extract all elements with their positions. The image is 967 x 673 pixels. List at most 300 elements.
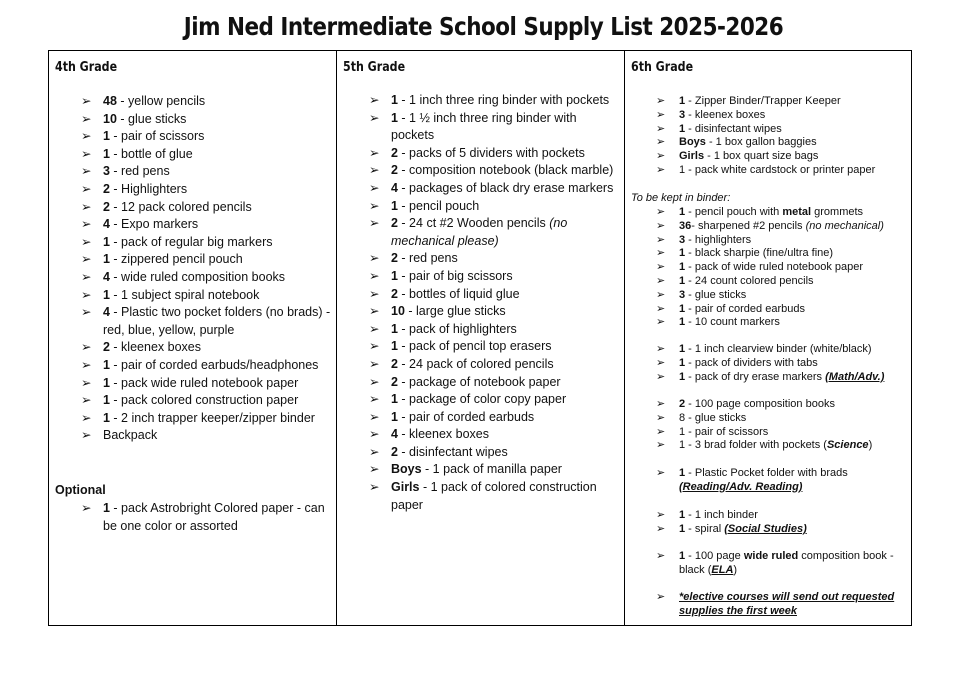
list-item bbox=[631, 95, 909, 109]
item-quantity: 4 bbox=[391, 427, 398, 442]
list-item bbox=[343, 162, 623, 180]
list-item bbox=[343, 374, 623, 392]
arrow-bullet-icon: ➢ bbox=[369, 216, 380, 231]
list-item bbox=[631, 357, 909, 371]
list-item bbox=[343, 303, 623, 321]
math-list bbox=[631, 343, 909, 384]
item-quantity: 1 bbox=[103, 393, 110, 408]
item-quantity: 1 bbox=[103, 129, 110, 144]
arrow-bullet-icon: ➢ bbox=[656, 522, 666, 535]
item-text: - black sharpie (fine/ultra fine) bbox=[685, 247, 834, 260]
subject-tag: (Reading/Adv. Reading) bbox=[679, 480, 803, 493]
item-text: - pair of corded earbuds/headphones bbox=[109, 357, 319, 372]
item-quantity: 2 bbox=[391, 145, 398, 160]
list-item bbox=[55, 181, 335, 199]
item-quantity: 1 bbox=[679, 370, 686, 383]
arrow-bullet-icon: ➢ bbox=[81, 428, 92, 443]
list-item bbox=[343, 444, 623, 462]
list-item bbox=[55, 287, 335, 305]
list-item bbox=[631, 316, 909, 330]
arrow-bullet-icon: ➢ bbox=[81, 305, 92, 320]
arrow-bullet-icon: ➢ bbox=[369, 356, 380, 371]
item-quantity: 1 bbox=[391, 409, 398, 424]
item-quantity: Boys bbox=[391, 462, 422, 477]
item-note: (no mechanical please) bbox=[391, 216, 568, 248]
binder-note: To be kept in binder: bbox=[631, 192, 731, 204]
item-quantity: 2 bbox=[391, 286, 398, 301]
item-text: - 10 count markers bbox=[685, 316, 780, 329]
arrow-bullet-icon: ➢ bbox=[369, 145, 380, 160]
item-text: - pair of corded earbuds bbox=[685, 302, 805, 315]
list-item bbox=[631, 109, 909, 123]
item-quantity: Girls bbox=[679, 150, 705, 163]
item-quantity: 3 bbox=[679, 288, 686, 301]
arrow-bullet-icon: ➢ bbox=[369, 251, 380, 266]
item-quantity: 1 bbox=[391, 198, 398, 213]
list-item bbox=[343, 268, 623, 286]
item-text: 8 - glue sticks bbox=[679, 411, 747, 424]
science-list bbox=[631, 398, 909, 453]
item-text: - kleenex boxes bbox=[397, 427, 489, 442]
item-text: - glue sticks bbox=[685, 288, 747, 301]
list-item bbox=[631, 509, 909, 523]
item-quantity: 1 bbox=[679, 302, 686, 315]
item-quantity: 1 bbox=[391, 321, 398, 336]
item-quantity: 1 bbox=[103, 501, 110, 515]
arrow-bullet-icon: ➢ bbox=[369, 286, 380, 301]
item-text: ) bbox=[868, 439, 873, 452]
item-note: (no mechanical) bbox=[805, 219, 884, 232]
item-text: - glue sticks bbox=[116, 111, 187, 126]
item-quantity: 2 bbox=[391, 163, 398, 178]
item-text: - pack of highlighters bbox=[397, 321, 517, 336]
item-quantity: 3 bbox=[679, 108, 686, 121]
item-quantity: 1 bbox=[679, 356, 686, 369]
arrow-bullet-icon: ➢ bbox=[81, 287, 92, 302]
item-quantity: 1 bbox=[679, 122, 686, 135]
item-quantity: 10 bbox=[103, 111, 117, 126]
social-studies-list bbox=[631, 509, 909, 537]
item-quantity: 1 bbox=[103, 252, 110, 267]
item-quantity: 1 bbox=[679, 467, 686, 479]
item-text: - 1 inch binder bbox=[685, 509, 758, 521]
item-quantity: 1 bbox=[103, 410, 110, 425]
arrow-bullet-icon: ➢ bbox=[656, 206, 666, 218]
item-text: - 1 pack of manilla paper bbox=[421, 462, 562, 477]
arrow-bullet-icon: ➢ bbox=[81, 129, 92, 144]
item-text: - pack of regular big markers bbox=[109, 234, 273, 249]
arrow-bullet-icon: ➢ bbox=[369, 180, 380, 195]
item-quantity: 2 bbox=[391, 374, 398, 389]
item-text: - Expo markers bbox=[109, 217, 199, 232]
item-text: ) bbox=[733, 563, 738, 576]
item-quantity: 1 bbox=[679, 550, 686, 562]
arrow-bullet-icon: ➢ bbox=[369, 392, 380, 407]
arrow-bullet-icon: ➢ bbox=[656, 150, 666, 163]
item-text: - Plastic two pocket folders (no brads) - red, blue, yellow, purple bbox=[103, 305, 331, 337]
item-quantity: 2 bbox=[391, 444, 398, 459]
arrow-bullet-icon: ➢ bbox=[369, 93, 380, 107]
item-quantity: 1 bbox=[391, 268, 398, 283]
list-item bbox=[631, 247, 909, 261]
item-text: - pencil pouch bbox=[397, 198, 480, 213]
item-text: grommets bbox=[811, 206, 864, 218]
arrow-bullet-icon: ➢ bbox=[656, 136, 666, 149]
item-subject: Science bbox=[826, 439, 869, 452]
item-quantity: 4 bbox=[103, 269, 110, 284]
arrow-bullet-icon: ➢ bbox=[369, 462, 380, 477]
column-4th-grade bbox=[49, 51, 337, 625]
list-item bbox=[343, 461, 623, 479]
arrow-bullet-icon: ➢ bbox=[656, 356, 666, 369]
item-text: - kleenex boxes bbox=[685, 108, 766, 121]
item-text: - 100 page composition books bbox=[685, 398, 835, 410]
list-item bbox=[55, 199, 335, 217]
optional-list bbox=[55, 500, 335, 535]
list-item bbox=[631, 150, 909, 164]
list-item bbox=[55, 111, 335, 129]
supply-table bbox=[48, 50, 912, 626]
item-quantity: 10 bbox=[391, 304, 405, 319]
item-quantity: Boys bbox=[679, 136, 706, 149]
item-quantity: 2 bbox=[391, 251, 398, 266]
list-item bbox=[343, 145, 623, 163]
item-text: - Zipper Binder/Trapper Keeper bbox=[685, 95, 841, 107]
list-item bbox=[343, 250, 623, 268]
item-text: - pack of pencil top erasers bbox=[397, 339, 552, 354]
item-text: 1 - pack white cardstock or printer paper bbox=[679, 163, 876, 176]
arrow-bullet-icon: ➢ bbox=[369, 339, 380, 354]
arrow-bullet-icon: ➢ bbox=[656, 316, 666, 329]
item-text: - 1 inch clearview binder (white/black) bbox=[685, 343, 872, 355]
list-item bbox=[55, 392, 335, 410]
item-quantity: 1 bbox=[103, 146, 110, 161]
list-item bbox=[55, 128, 335, 146]
item-text: - 1 inch three ring binder with pockets bbox=[397, 93, 610, 107]
item-quantity: 2 bbox=[391, 216, 398, 231]
item-text: - bottles of liquid glue bbox=[397, 286, 520, 301]
item-quantity: 2 bbox=[103, 199, 110, 214]
list-item bbox=[631, 398, 909, 412]
arrow-bullet-icon: ➢ bbox=[656, 95, 666, 107]
arrow-bullet-icon: ➢ bbox=[369, 268, 380, 283]
list-item bbox=[55, 410, 335, 428]
arrow-bullet-icon: ➢ bbox=[81, 217, 92, 232]
arrow-bullet-icon: ➢ bbox=[656, 163, 666, 176]
column-5th-grade bbox=[337, 51, 625, 625]
item-text: - disinfectant wipes bbox=[685, 122, 782, 135]
supply-list bbox=[55, 93, 335, 445]
item-text: 1 - 3 brad folder with pockets ( bbox=[679, 439, 827, 452]
arrow-bullet-icon: ➢ bbox=[656, 370, 666, 383]
item-quantity: 1 bbox=[103, 234, 110, 249]
grade-heading: 6th Grade bbox=[631, 60, 694, 75]
item-quantity: 1 bbox=[679, 522, 686, 535]
arrow-bullet-icon: ➢ bbox=[369, 321, 380, 336]
item-text: - 24 count colored pencils bbox=[685, 274, 814, 287]
list-item bbox=[631, 591, 909, 619]
item-text: - pair of corded earbuds bbox=[397, 409, 535, 424]
arrow-bullet-icon: ➢ bbox=[656, 343, 666, 355]
arrow-bullet-icon: ➢ bbox=[81, 111, 92, 126]
item-quantity: 1 bbox=[679, 95, 686, 107]
item-quantity: 2 bbox=[103, 181, 110, 196]
item-quantity: 1 bbox=[391, 110, 398, 125]
arrow-bullet-icon: ➢ bbox=[656, 425, 666, 438]
arrow-bullet-icon: ➢ bbox=[656, 122, 666, 135]
optional-label: Optional bbox=[55, 483, 106, 497]
binder-list bbox=[631, 206, 909, 330]
list-item bbox=[55, 269, 335, 287]
arrow-bullet-icon: ➢ bbox=[369, 480, 380, 495]
list-item bbox=[631, 123, 909, 137]
arrow-bullet-icon: ➢ bbox=[369, 110, 380, 125]
subject-tag: (Math/Adv.) bbox=[825, 370, 885, 383]
list-item bbox=[343, 198, 623, 216]
list-item bbox=[631, 371, 909, 385]
list-item bbox=[55, 500, 335, 535]
elective-note: *elective courses will send out requested supplies the first week bbox=[679, 591, 895, 617]
item-quantity: 1 bbox=[103, 287, 110, 302]
list-item bbox=[631, 289, 909, 303]
item-text: - pack wide ruled notebook paper bbox=[109, 375, 299, 390]
item-text: - 1 pack of colored construction paper bbox=[391, 480, 597, 512]
arrow-bullet-icon: ➢ bbox=[81, 357, 92, 372]
item-quantity: 1 bbox=[679, 343, 686, 355]
list-item bbox=[55, 146, 335, 164]
item-text: - 24 pack of colored pencils bbox=[397, 356, 554, 371]
item-text: - 1 ½ inch three ring binder with pockets bbox=[391, 110, 577, 143]
arrow-bullet-icon: ➢ bbox=[81, 181, 92, 196]
elective-list bbox=[631, 591, 909, 619]
item-quantity: 4 bbox=[103, 305, 110, 320]
item-text: - composition notebook (black marble) bbox=[397, 163, 614, 178]
arrow-bullet-icon: ➢ bbox=[81, 393, 92, 408]
item-text: - zippered pencil pouch bbox=[109, 252, 243, 267]
item-quantity: 36 bbox=[679, 219, 692, 232]
list-item bbox=[343, 356, 623, 374]
ela-list bbox=[631, 550, 909, 578]
item-text: - packs of 5 dividers with pockets bbox=[397, 145, 585, 160]
arrow-bullet-icon: ➢ bbox=[656, 261, 666, 274]
item-quantity: 4 bbox=[391, 180, 398, 195]
item-text: Backpack bbox=[103, 428, 158, 443]
item-quantity: 3 bbox=[103, 164, 110, 179]
list-item bbox=[55, 216, 335, 234]
arrow-bullet-icon: ➢ bbox=[81, 146, 92, 161]
item-text: - pack colored construction paper bbox=[109, 393, 299, 408]
arrow-bullet-icon: ➢ bbox=[369, 198, 380, 213]
item-text: - pack of wide ruled notebook paper bbox=[685, 261, 864, 274]
list-item bbox=[343, 321, 623, 339]
list-item bbox=[631, 275, 909, 289]
grade-heading: 5th Grade bbox=[343, 60, 406, 75]
item-quantity: Girls bbox=[391, 480, 420, 495]
item-text: - pair of big scissors bbox=[397, 268, 513, 283]
item-text: 1 - pair of scissors bbox=[679, 425, 769, 438]
item-text: - 2 inch trapper keeper/zipper binder bbox=[109, 410, 315, 425]
arrow-bullet-icon: ➢ bbox=[369, 304, 380, 319]
item-quantity: 48 bbox=[103, 94, 117, 108]
arrow-bullet-icon: ➢ bbox=[656, 509, 666, 521]
item-text: - 1 box quart size bags bbox=[704, 150, 819, 163]
arrow-bullet-icon: ➢ bbox=[369, 427, 380, 442]
item-text: composition book - black ( bbox=[679, 550, 894, 576]
list-item bbox=[55, 357, 335, 375]
item-text: - disinfectant wipes bbox=[397, 444, 508, 459]
item-text: - pack Astrobright Colored paper - can be one color or assorted bbox=[103, 501, 325, 533]
arrow-bullet-icon: ➢ bbox=[656, 288, 666, 301]
list-item bbox=[631, 439, 909, 453]
item-quantity: 1 bbox=[391, 93, 398, 107]
list-item bbox=[343, 92, 623, 110]
arrow-bullet-icon: ➢ bbox=[369, 444, 380, 459]
list-item bbox=[631, 220, 909, 234]
reading-list bbox=[631, 467, 909, 495]
item-quantity: 2 bbox=[391, 356, 398, 371]
item-text: - large glue sticks bbox=[404, 304, 506, 319]
arrow-bullet-icon: ➢ bbox=[656, 591, 666, 603]
item-text: - package of color copy paper bbox=[397, 392, 567, 407]
list-item bbox=[55, 251, 335, 269]
list-item bbox=[343, 110, 623, 145]
arrow-bullet-icon: ➢ bbox=[369, 374, 380, 389]
item-text: - yellow pencils bbox=[116, 94, 206, 108]
list-item bbox=[631, 234, 909, 248]
list-item bbox=[631, 412, 909, 426]
item-emphasis: metal bbox=[782, 206, 812, 218]
list-item bbox=[55, 163, 335, 181]
list-item bbox=[55, 375, 335, 393]
list-item bbox=[343, 338, 623, 356]
item-text: - sharpened #2 pencils bbox=[691, 219, 806, 232]
item-text: - bottle of glue bbox=[109, 146, 193, 161]
list-item bbox=[55, 93, 335, 111]
item-text: - 100 page bbox=[685, 550, 744, 562]
arrow-bullet-icon: ➢ bbox=[656, 247, 666, 260]
subject-tag: ELA bbox=[711, 563, 734, 576]
item-quantity: 2 bbox=[679, 398, 686, 410]
arrow-bullet-icon: ➢ bbox=[81, 94, 92, 108]
item-text: - red pens bbox=[109, 164, 170, 179]
arrow-bullet-icon: ➢ bbox=[81, 234, 92, 249]
item-text: - 1 box gallon baggies bbox=[705, 136, 817, 149]
item-quantity: 1 bbox=[679, 316, 686, 329]
arrow-bullet-icon: ➢ bbox=[81, 269, 92, 284]
arrow-bullet-icon: ➢ bbox=[656, 302, 666, 315]
item-quantity: 1 bbox=[103, 375, 110, 390]
arrow-bullet-icon: ➢ bbox=[81, 252, 92, 267]
item-text: - 1 subject spiral notebook bbox=[109, 287, 260, 302]
list-item bbox=[55, 339, 335, 357]
grade-heading: 4th Grade bbox=[55, 60, 118, 75]
arrow-bullet-icon: ➢ bbox=[369, 409, 380, 424]
item-quantity: 1 bbox=[391, 339, 398, 354]
item-text: - pack of dividers with tabs bbox=[685, 356, 818, 369]
list-item bbox=[343, 215, 623, 250]
arrow-bullet-icon: ➢ bbox=[81, 340, 92, 355]
arrow-bullet-icon: ➢ bbox=[656, 108, 666, 121]
list-item bbox=[55, 304, 335, 339]
item-text: - kleenex boxes bbox=[109, 340, 201, 355]
list-item bbox=[631, 426, 909, 440]
item-text: - red pens bbox=[397, 251, 458, 266]
item-quantity: 2 bbox=[103, 340, 110, 355]
arrow-bullet-icon: ➢ bbox=[656, 233, 666, 246]
item-quantity: 3 bbox=[679, 233, 686, 246]
item-quantity: 1 bbox=[391, 392, 398, 407]
arrow-bullet-icon: ➢ bbox=[656, 439, 666, 452]
item-text: - Highlighters bbox=[109, 181, 188, 196]
list-item bbox=[631, 261, 909, 275]
list-item bbox=[55, 234, 335, 252]
arrow-bullet-icon: ➢ bbox=[81, 501, 92, 515]
list-item bbox=[631, 523, 909, 537]
column-6th-grade bbox=[625, 51, 911, 625]
supply-list bbox=[631, 95, 909, 178]
item-quantity: 1 bbox=[679, 206, 686, 218]
item-quantity: 1 bbox=[679, 274, 686, 287]
arrow-bullet-icon: ➢ bbox=[369, 163, 380, 178]
arrow-bullet-icon: ➢ bbox=[656, 274, 666, 287]
list-item bbox=[631, 550, 909, 578]
item-quantity: 1 bbox=[103, 357, 110, 372]
list-item bbox=[631, 206, 909, 220]
page-title: Jim Ned Intermediate School Supply List 2025-2026 bbox=[183, 12, 784, 41]
list-item bbox=[631, 136, 909, 150]
arrow-bullet-icon: ➢ bbox=[81, 375, 92, 390]
item-quantity: 1 bbox=[679, 261, 686, 274]
list-item bbox=[631, 467, 909, 495]
arrow-bullet-icon: ➢ bbox=[656, 467, 666, 479]
list-item bbox=[343, 180, 623, 198]
arrow-bullet-icon: ➢ bbox=[81, 410, 92, 425]
item-text: - 24 ct #2 Wooden pencils bbox=[397, 216, 550, 231]
arrow-bullet-icon: ➢ bbox=[81, 199, 92, 214]
list-item bbox=[343, 409, 623, 427]
list-item bbox=[343, 426, 623, 444]
list-item bbox=[343, 479, 623, 514]
item-text: - pencil pouch with bbox=[685, 206, 783, 218]
item-text: - Plastic Pocket folder with brads bbox=[685, 467, 848, 479]
item-text: - package of notebook paper bbox=[397, 374, 561, 389]
item-text: - 12 pack colored pencils bbox=[109, 199, 252, 214]
item-text: - packages of black dry erase markers bbox=[397, 180, 614, 195]
arrow-bullet-icon: ➢ bbox=[656, 411, 666, 424]
arrow-bullet-icon: ➢ bbox=[656, 550, 666, 562]
arrow-bullet-icon: ➢ bbox=[656, 219, 666, 232]
supply-list bbox=[343, 92, 623, 514]
item-quantity: 4 bbox=[103, 217, 110, 232]
subject-tag: (Social Studies) bbox=[724, 522, 807, 535]
list-item bbox=[343, 286, 623, 304]
list-item bbox=[631, 343, 909, 357]
item-text: - spiral bbox=[685, 522, 725, 535]
item-emphasis: wide ruled bbox=[743, 550, 799, 562]
list-item bbox=[631, 164, 909, 178]
list-item bbox=[55, 427, 335, 445]
item-text: - pair of scissors bbox=[109, 129, 205, 144]
item-text: - wide ruled composition books bbox=[109, 269, 286, 284]
item-quantity: 1 bbox=[679, 247, 686, 260]
item-quantity: 1 bbox=[679, 509, 686, 521]
arrow-bullet-icon: ➢ bbox=[656, 398, 666, 410]
list-item bbox=[343, 391, 623, 409]
list-item bbox=[631, 303, 909, 317]
arrow-bullet-icon: ➢ bbox=[81, 164, 92, 179]
item-text: - pack of dry erase markers bbox=[685, 370, 826, 383]
item-text: - highlighters bbox=[685, 233, 752, 246]
